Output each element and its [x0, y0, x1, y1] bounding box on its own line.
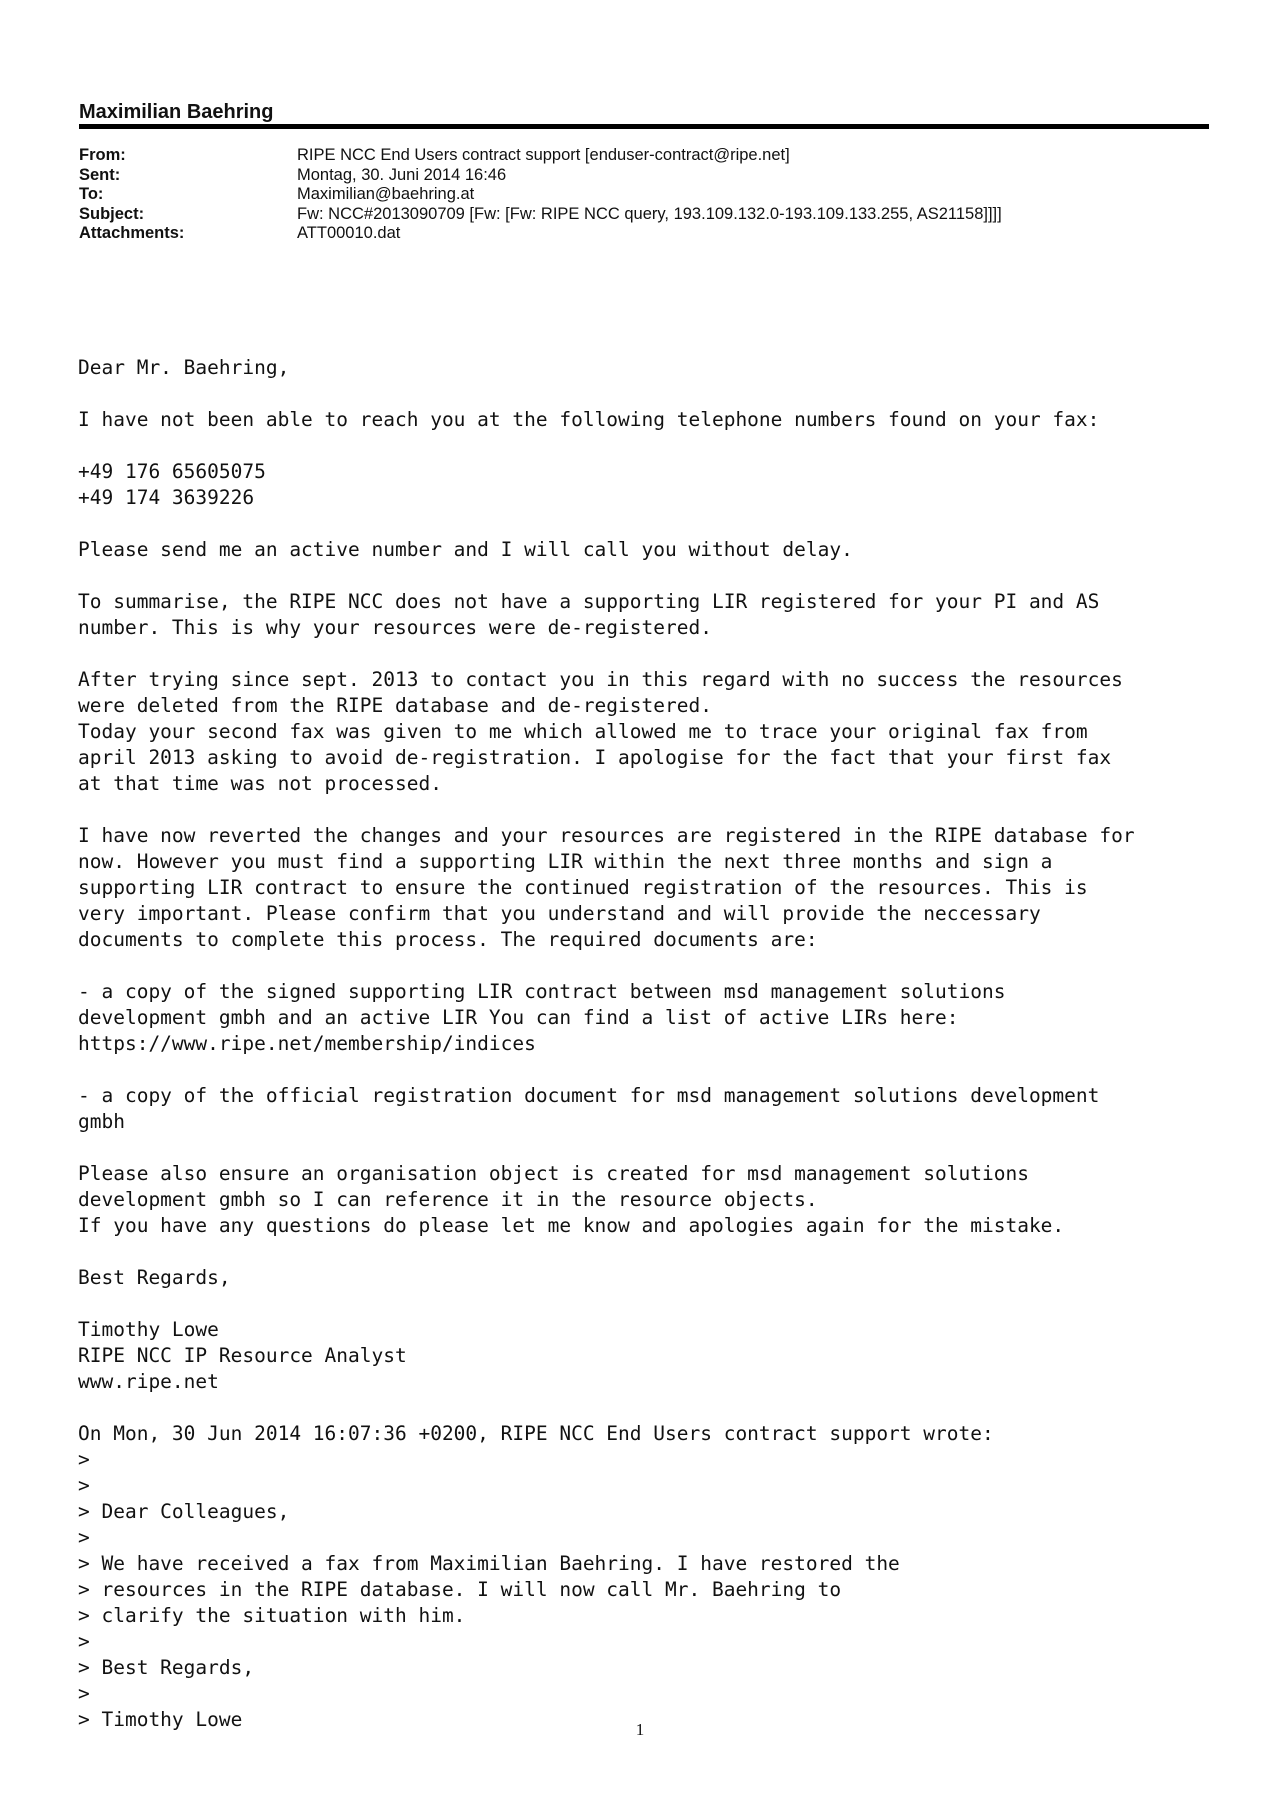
header-label: Attachments:	[79, 224, 185, 242]
body-line	[78, 1395, 1228, 1421]
header-label: From:	[79, 146, 126, 164]
body-line	[78, 1291, 1228, 1317]
body-line	[78, 381, 1228, 407]
header-value: ATT00010.dat	[297, 224, 401, 242]
body-line: > clarify the situation with him.	[78, 1604, 466, 1627]
body-line: >	[78, 1526, 90, 1549]
body-line: I have not been able to reach you at the following telephone numbers found on your fax:	[78, 408, 1100, 431]
body-line: april 2013 asking to avoid de-registration. I apologise for the fact that your first fax	[78, 746, 1112, 769]
body-line: RIPE NCC IP Resource Analyst	[78, 1344, 407, 1367]
body-line	[78, 563, 1228, 589]
body-line	[78, 641, 1228, 667]
body-line: Dear Mr. Baehring,	[78, 356, 290, 379]
body-line: development gmbh and an active LIR You can find a list of active LIRs here:	[78, 1006, 959, 1029]
body-line: supporting LIR contract to ensure the continued registration of the resources. This is	[78, 876, 1088, 899]
body-line: > Timothy Lowe	[78, 1708, 243, 1731]
body-line: On Mon, 30 Jun 2014 16:07:36 +0200, RIPE NCC End Users contract support wrote:	[78, 1422, 994, 1445]
body-line: Timothy Lowe	[78, 1318, 219, 1341]
header-row-to	[79, 185, 1002, 205]
header-divider	[79, 124, 1209, 129]
header-value: Montag, 30. Juni 2014 16:46	[297, 165, 507, 184]
header-label: Subject:	[79, 204, 145, 223]
body-line: number. This is why your resources were de-registered.	[78, 616, 712, 639]
body-line	[78, 511, 1228, 537]
body-line: Please also ensure an organisation object is created for msd management solutions	[78, 1162, 1029, 1185]
body-line: > resources in the RIPE database. I will now call Mr. Baehring to	[78, 1578, 842, 1601]
body-line: > Dear Colleagues,	[78, 1500, 290, 1523]
body-line: https://www.ripe.net/membership/indices	[78, 1032, 536, 1055]
email-header-table	[79, 146, 1002, 244]
header-value: RIPE NCC End Users contract support [enduser-contract@ripe.net]	[297, 146, 790, 164]
body-line	[78, 1057, 1228, 1083]
body-line: Please send me an active number and I will call you without delay.	[78, 538, 853, 561]
body-line	[78, 953, 1228, 979]
body-line: > We have received a fax from Maximilian Baehring. I have restored the	[78, 1552, 900, 1575]
body-line: I have now reverted the changes and your resources are registered in the RIPE database for	[78, 824, 1135, 847]
body-line: Today your second fax was given to me which allowed me to trace your original fax from	[78, 720, 1088, 743]
body-line: +49 174 3639226	[78, 486, 255, 509]
body-line: > Best Regards,	[78, 1656, 255, 1679]
body-line	[78, 433, 1228, 459]
header-row-attachments	[79, 224, 1002, 244]
header-row-subject	[79, 205, 1002, 225]
body-line	[78, 1135, 1228, 1161]
header-value: Fw: NCC#2013090709 [Fw: [Fw: RIPE NCC query, 193.109.132.0-193.109.133.255, AS21158]]]]	[297, 204, 1002, 223]
header-row-sent	[79, 166, 1002, 186]
body-line: development gmbh so I can reference it in the resource objects.	[78, 1188, 818, 1211]
body-line: To summarise, the RIPE NCC does not have a supporting LIR registered for your PI and AS	[78, 590, 1100, 613]
body-line: If you have any questions do please let me know and apologies again for the mistake.	[78, 1214, 1065, 1237]
body-line: - a copy of the official registration document for msd management solutions development	[78, 1084, 1100, 1107]
mailbox-owner-name: Maximilian Baehring	[79, 101, 274, 123]
body-line: After trying since sept. 2013 to contact you in this regard with no success the resources	[78, 668, 1123, 691]
body-line	[78, 1239, 1228, 1265]
body-line: >	[78, 1630, 90, 1653]
body-line	[78, 797, 1228, 823]
body-line: documents to complete this process. The required documents are:	[78, 928, 818, 951]
body-line: gmbh	[78, 1110, 125, 1133]
body-line: >	[78, 1448, 90, 1471]
header-label: Sent:	[79, 165, 121, 184]
body-line: at that time was not processed.	[78, 772, 442, 795]
body-line: were deleted from the RIPE database and de-registered.	[78, 694, 712, 717]
body-line: now. However you must find a supporting LIR within the next three months and sign a	[78, 850, 1053, 873]
email-body	[78, 355, 1228, 1733]
header-row-from	[79, 146, 1002, 166]
body-line: - a copy of the signed supporting LIR contract between msd management solutions	[78, 980, 1006, 1003]
body-line: >	[78, 1474, 90, 1497]
body-line: >	[78, 1682, 90, 1705]
page-number: 1	[635, 1720, 645, 1739]
body-line: www.ripe.net	[78, 1370, 219, 1393]
body-line: +49 176 65605075	[78, 460, 266, 483]
body-line: very important. Please confirm that you understand and will provide the neccessary	[78, 902, 1041, 925]
header-label: To:	[79, 185, 104, 203]
header-value: Maximilian@baehring.at	[297, 185, 475, 203]
body-line: Best Regards,	[78, 1266, 231, 1289]
